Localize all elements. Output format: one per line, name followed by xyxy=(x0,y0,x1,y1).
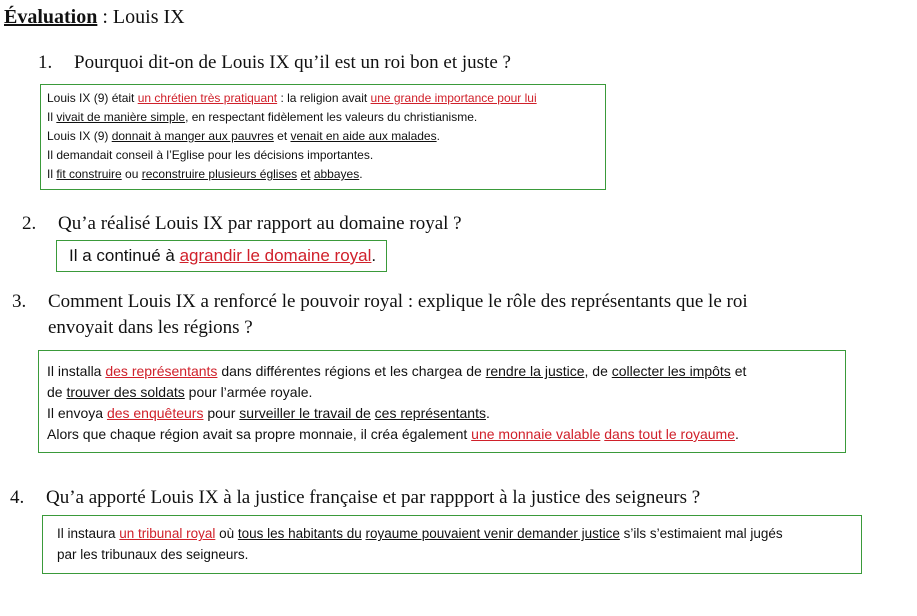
answer-line xyxy=(47,424,837,445)
answer-text-segment: dans différentes régions et les chargea de xyxy=(217,363,486,379)
answer-line xyxy=(47,382,837,403)
answer-text-segment: . xyxy=(436,129,440,143)
answer-text-segment: Il instaura xyxy=(57,526,120,541)
answer-text-segment: des enquêteurs xyxy=(106,405,204,421)
answer-line xyxy=(47,403,837,424)
question-4 xyxy=(10,485,700,511)
question-number: 1. xyxy=(38,52,53,73)
answer-text-segment: trouver des soldats xyxy=(66,384,185,400)
answer-text-segment: Il a continué à xyxy=(69,246,180,265)
answer-text-segment: royaume pouvaient venir demander justice xyxy=(365,526,620,541)
answer-line xyxy=(47,361,837,382)
answer-text-segment: Il installa xyxy=(47,363,106,379)
answer-text-segment: surveiller le travail de xyxy=(239,405,371,421)
answer-text-segment: Il envoya xyxy=(47,405,107,421)
title-label: Évaluation xyxy=(4,6,98,28)
answer-text-segment: Il xyxy=(47,148,57,162)
question-number: 2. xyxy=(22,213,37,234)
question-3 xyxy=(12,289,748,341)
answer-box-2 xyxy=(56,240,387,272)
answer-text-segment: Il xyxy=(47,167,57,181)
answer-text-segment: collecter les impôts xyxy=(611,363,731,379)
question-1 xyxy=(38,50,511,76)
answer-box-3 xyxy=(38,350,846,453)
question-text: Comment Louis IX a renforcé le pouvoir royal : explique le rôle des représentants que le roi xyxy=(48,291,748,312)
title-subject: : Louis IX xyxy=(97,6,185,28)
answer-text-segment: ou xyxy=(121,167,142,181)
question-2 xyxy=(22,211,462,237)
page-title xyxy=(4,6,185,29)
answer-text-segment: rendre la justice xyxy=(485,363,585,379)
answer-line xyxy=(47,127,599,146)
answer-box-1 xyxy=(40,84,606,190)
answer-text-segment: abbayes xyxy=(313,167,360,181)
answer-text-segment: par les tribunaux des seigneurs. xyxy=(57,547,249,562)
answer-text-segment: des représentants xyxy=(105,363,218,379)
answer-line xyxy=(47,89,599,108)
answer-text-segment: vivait de manière simple xyxy=(56,110,186,124)
answer-text-segment: , en respectant fidèlement les valeurs du christianisme. xyxy=(185,110,478,124)
answer-text-segment: Louis IX (9) était xyxy=(47,91,138,105)
answer-box-4 xyxy=(42,515,862,574)
answer-text-segment: et xyxy=(730,363,747,379)
answer-text-segment: où xyxy=(215,526,238,541)
answer-text-segment: : la religion avait xyxy=(277,91,371,105)
answer-text-segment: agrandir le domaine royal xyxy=(179,246,372,265)
answer-text-segment: demandait conseil à l’Eglise xyxy=(56,148,205,162)
answer-text-segment: une monnaie valable xyxy=(471,426,601,442)
question-number: 4. xyxy=(10,487,25,508)
answer-text-segment: tous les habitants du xyxy=(237,526,362,541)
answer-line xyxy=(57,544,847,565)
answer-text-segment: un chrétien très pratiquant xyxy=(137,91,278,105)
question-text-continued: envoyait dans les régions ? xyxy=(48,317,253,338)
answer-text-segment: . xyxy=(485,405,490,421)
answer-text-segment: reconstruire plusieurs églises xyxy=(141,167,298,181)
answer-text-segment: Louis IX (9) xyxy=(47,129,112,143)
answer-text-segment: un tribunal royal xyxy=(119,526,216,541)
question-text: Pourquoi dit-on de Louis IX qu’il est un roi bon et juste ? xyxy=(74,52,511,73)
answer-text-segment: pour xyxy=(203,405,240,421)
answer-text-segment: pour l’armée royale. xyxy=(184,384,313,400)
answer-text-segment: Il xyxy=(47,110,57,124)
answer-text-segment: fit construire xyxy=(56,167,122,181)
answer-text-segment: donnait à manger aux pauvres xyxy=(111,129,274,143)
answer-text-segment: dans tout le royaume xyxy=(604,426,736,442)
answer-text-segment: s’ils s’estimaient mal jugés xyxy=(619,526,783,541)
answer-text-segment: ces représentants xyxy=(374,405,486,421)
answer-text-segment: de xyxy=(47,384,67,400)
answer-text-segment: venait en aide aux malades xyxy=(290,129,437,143)
answer-text-segment: et xyxy=(300,167,311,181)
answer-line xyxy=(57,523,847,544)
answer-text-segment: . xyxy=(735,426,739,442)
question-text: Qu’a apporté Louis IX à la justice française et par rappport à la justice des seigneurs ? xyxy=(46,487,701,508)
answer-line xyxy=(47,146,599,165)
answer-text-segment: . xyxy=(359,167,363,181)
answer-text-segment: pour les décisions importantes. xyxy=(204,148,374,162)
answer-line xyxy=(47,165,599,184)
answer-line xyxy=(47,108,599,127)
answer-text-segment: Alors que chaque région avait sa propre monnaie, il créa également xyxy=(47,426,472,442)
answer-text-segment: une grande importance pour lui xyxy=(370,91,537,105)
answer-text-segment: , de xyxy=(584,363,612,379)
answer-text-segment: et xyxy=(273,129,291,143)
question-text: Qu’a réalisé Louis IX par rapport au domaine royal ? xyxy=(58,213,462,234)
answer-text-segment: . xyxy=(371,246,377,265)
answer-line xyxy=(69,243,377,269)
question-number: 3. xyxy=(12,291,27,312)
